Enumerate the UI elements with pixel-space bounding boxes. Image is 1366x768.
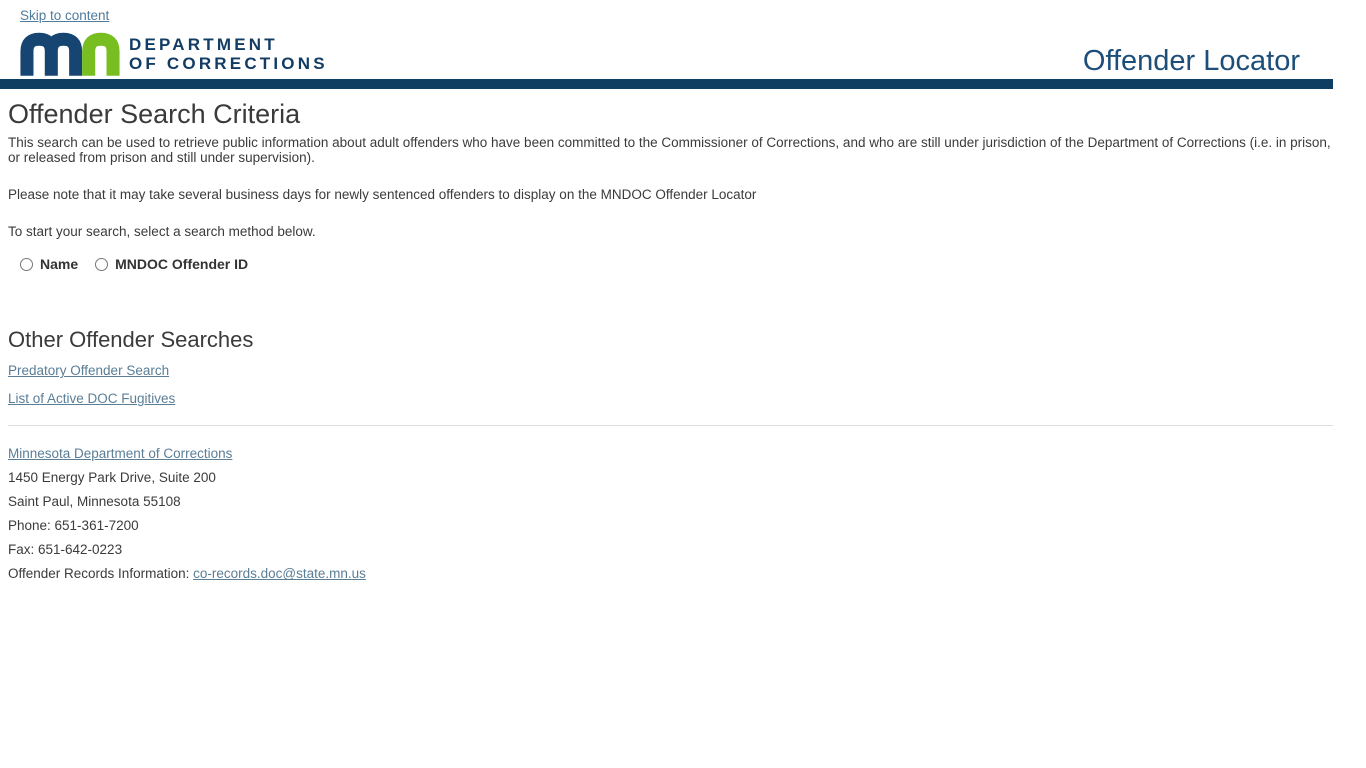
mndoc-offender-id-radio[interactable] xyxy=(95,258,108,271)
footer-address-line1: 1450 Energy Park Drive, Suite 200 xyxy=(8,470,216,486)
footer-records-row xyxy=(8,567,1333,581)
skip-row xyxy=(0,0,1366,25)
skip-to-content-link[interactable]: Skip to content xyxy=(20,8,110,23)
instruction-paragraph: To start your search, select a search method below. xyxy=(8,224,316,240)
active-doc-fugitives-link[interactable]: List of Active DOC Fugitives xyxy=(8,391,176,407)
name-radio[interactable] xyxy=(20,258,33,271)
footer xyxy=(8,447,1333,581)
records-email-link[interactable]: co-records.doc@state.mn.us xyxy=(193,566,366,582)
footer-org-row xyxy=(8,447,1333,461)
mn-doc-website-link[interactable]: Minnesota Department of Corrections xyxy=(8,446,233,462)
header xyxy=(0,32,1366,76)
search-criteria-heading: Offender Search Criteria xyxy=(8,99,301,129)
intro-paragraph: This search can be used to retrieve public information about adult offenders who have been committed to the Commissioner of Corrections, and who are still under jurisdiction of the Department of Corrections (i.e. in prison, or released from prison and still under supervision). xyxy=(8,135,1331,166)
name-radio-label: Name xyxy=(40,256,79,273)
footer-address-line2: Saint Paul, Minnesota 55108 xyxy=(8,494,181,510)
search-method-name-option[interactable] xyxy=(20,256,78,272)
footer-fax: Fax: 651-642-0223 xyxy=(8,542,123,558)
other-search-row xyxy=(8,391,1333,406)
logo-line1: DEPARTMENT xyxy=(129,35,278,54)
logo-line2: OF CORRECTIONS xyxy=(129,54,328,73)
footer-divider xyxy=(8,425,1333,426)
mndoc-offender-id-radio-label: MNDOC Offender ID xyxy=(115,256,249,273)
other-searches-heading: Other Offender Searches xyxy=(8,327,254,353)
logo-wordmark xyxy=(129,35,328,73)
mn-logo-icon xyxy=(20,32,120,76)
search-method-group xyxy=(20,256,1333,272)
other-search-row xyxy=(8,363,1333,378)
note-paragraph: Please note that it may take several business days for newly sentenced offenders to display on the MNDOC Offender Locator xyxy=(8,187,757,203)
search-method-offender-id-option[interactable] xyxy=(95,256,248,272)
footer-phone: Phone: 651-361-7200 xyxy=(8,518,139,534)
main-content xyxy=(8,99,1333,406)
records-label: Offender Records Information: xyxy=(8,566,194,582)
predatory-offender-search-link[interactable]: Predatory Offender Search xyxy=(8,363,170,379)
page-title: Offender Locator xyxy=(1082,45,1300,77)
header-divider-bar xyxy=(0,79,1333,89)
doc-logo-link[interactable] xyxy=(20,32,328,76)
